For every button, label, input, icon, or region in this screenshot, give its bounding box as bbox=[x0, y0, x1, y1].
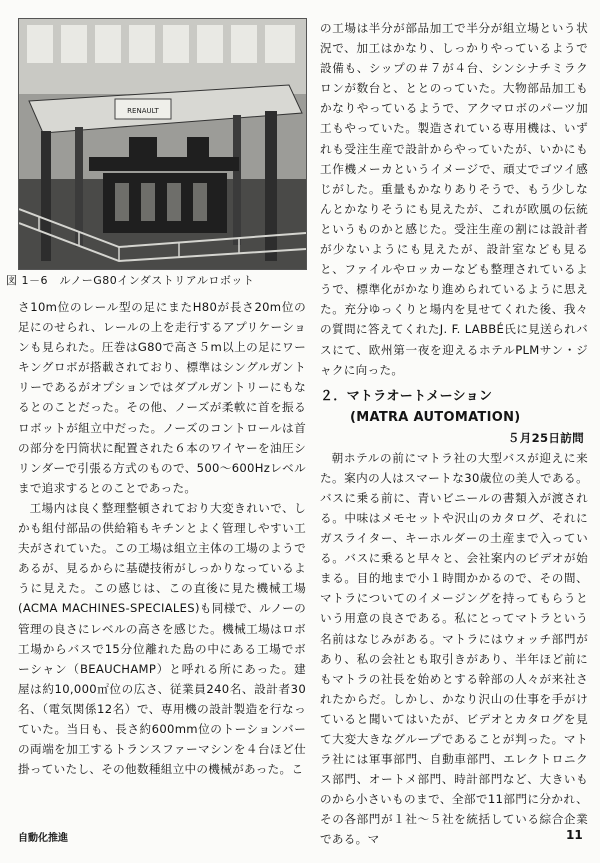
section-subheading: (MATRA AUTOMATION) bbox=[350, 409, 521, 425]
page-number: 11 bbox=[566, 828, 583, 842]
robot-photo bbox=[18, 18, 307, 270]
left-paragraph-2: 工場内は良く整理整頓されており大変きれいで、しかも組付部品の供給箱もキチンとよく管理しやすい工夫がされていた。この工場は組立主体の工場のようであるが、見るからに基礎技術がしっかりなっているように見えた。この感じは、この直後に見た機械工場(ACMA MACHINES-SPECIALES)も同様で、ルノーの管理の良さにレベルの高さを感じた。機械工場はロボ工場からバスで15分位離れた島の中にある工場でボーシャン（BEAUCHAMP）と呼れる所にあった。建屋は約10,000㎡位の広さ、従業員240名、設計者30名、（電気関係12名）で、専用機の設計製造を行なっていた。当日も、長さ約600mm位のトーションバーの両端を加工するトランスファーマシンを４台ほど仕掛っていたし、その他数種組立中の機械があった。こ bbox=[18, 500, 306, 777]
section-paragraph: 朝ホテルの前にマトラ社の大型バスが迎えに来た。案内の人はスマートな30歳位の美人である。バスに乗る前に、青いビニールの書類入が渡される。中味はメモセットや沢山のカタログ、それにガスライター、キーホルダーの土産まで入っている。バスに乗ると早々と、会社案内のビデオが始まる。目的地まで小１時間かかるので、その間、マトラについてのイメージングを持ってもらうという用意の良さである。私にとってマトラという名前はなじみがある。マトラにはウォッチ部門があり、私の会社とも取引きがあり、半年ほど前にもマトラの社長を始めとする幹部の人々が来社されたからだ。しかし、かなり沢山の仕事を手がけていると聞いてはいたが、ビデオとカタログを見て大変大きなグループであることが判った。マトラ社には軍事部門、自動車部門、エレクトロニクス部門、オートメ部門、時計部門など、大きいものから小さいものまで、全部で11部門に分かれ、その各部門が１社～５社を統括している綜合企業である。マ bbox=[320, 450, 588, 847]
right-column bbox=[320, 18, 588, 850]
section-heading: ２．マトラオートメーション bbox=[320, 388, 493, 404]
journal-name: 自動化推進 bbox=[18, 833, 68, 844]
machine-label: RENAULT bbox=[127, 107, 159, 115]
right-intro-paragraph: の工場は半分が部品加工で半分が組立場という状況で、加工はかなり、しっかりやっているようで設備も、シップの＃７が４台、シンシナチミラクロンが数台と、ととのっていた。大物部品加工もかなりやっているようで、アクマロボのパーツ加工もやっていた。製造されている専用機は、いずれも受注生産で設計からやっていたが、いかにも工作機メーカというイメージで、頑丈でゴツイ感じがした。重量もかなりありそうで、もう少しなんとかなりそうにも見えたが、これが欧風の伝統というものかと感じた。受注生産の割には設計者が少ないようにも見えたが、設計室なども見ると、ファイルやロッカーなども整理されているようで、標準化がかなり進められているように思えた。充分ゆっくりと場内を見せてくれた後、我々の質問に答えてくれたJ. F. LABBÉ氏に見送られバスにて、欧州第一夜を迎えるホテルPLMサン・ジャクに向った。 bbox=[320, 21, 588, 377]
robot-photo-illustration bbox=[19, 19, 306, 269]
figure-caption: 図 1－6 ルノーG80インダストリアルロボット bbox=[6, 274, 255, 287]
visit-date: ５月25日訪問 bbox=[507, 430, 584, 445]
left-column bbox=[18, 297, 306, 779]
left-paragraph-1: さ10m位のレール型の足にまたH80が長さ20m位の足にのせられ、レールの上を走行するアプリケーションも見られた。圧巻はG80で高さ５m以上の足にワーキングロボが搭載されており、標準はシングルガントリーであるがオプションではダブルガントリーにもなるとのことだった。その他、ノーズが柔軟に首を振るロボットが組立中だった。ノーズのコントロールは首の部分を円筒状に配置された６本のワイヤーを油圧シリンダーで引張る方式のもので、500～600Hzレベルまで追求するとのことであった。 bbox=[18, 300, 306, 495]
